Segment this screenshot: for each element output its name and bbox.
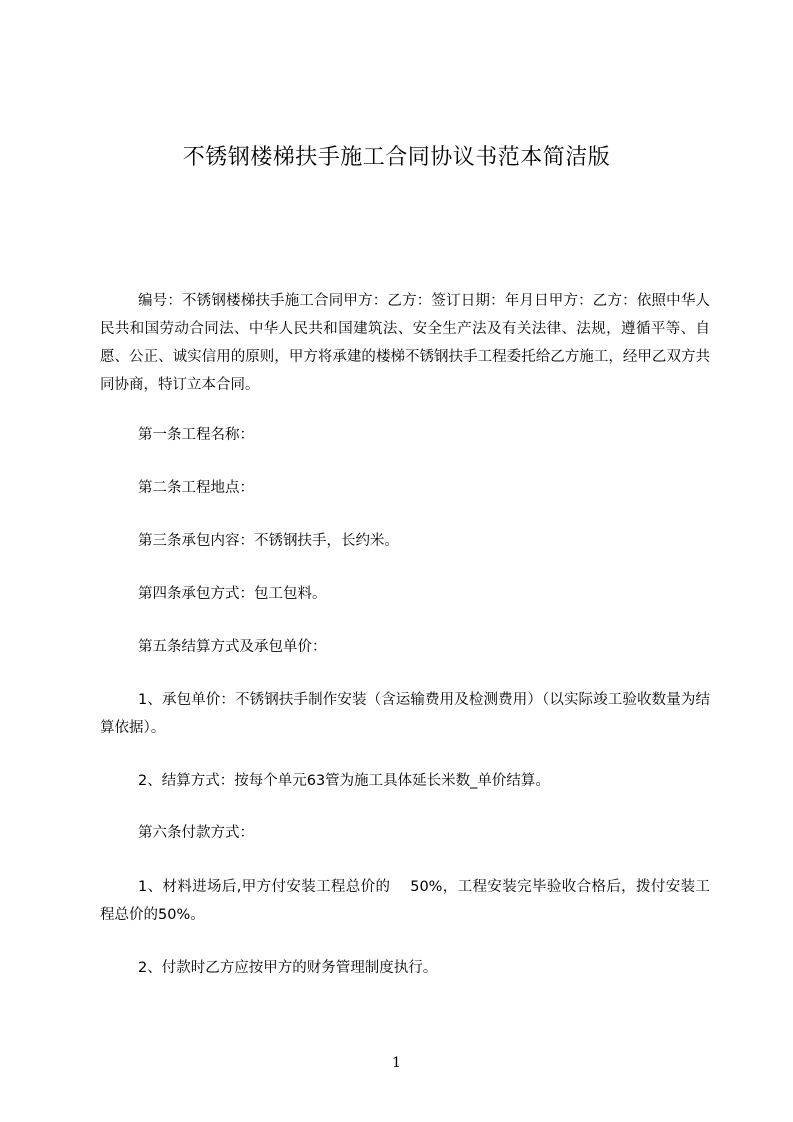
- article-6-payment-heading: 第六条付款方式：: [138, 825, 254, 841]
- page-number: 1: [392, 1055, 401, 1071]
- article-6-item-1: 1、材料进场后,甲方付安装工程总价的 50%，工程安装完毕验收合格后，拨付安装工程总价的50%。: [100, 879, 710, 923]
- article-5-item-2: 2、结算方式：按每个单元63管为施工具体延长米数_单价结算。: [138, 773, 550, 789]
- article-1-project-name: 第一条工程名称：: [138, 427, 254, 443]
- article-5-item-1: 1、承包单价：不锈钢扶手制作安装（含运输费用及检测费用）（以实际竣工验收数量为结算依据）。: [100, 692, 710, 736]
- intro-paragraph: 编号：不锈钢楼梯扶手施工合同甲方：乙方：签订日期：年月日甲方：乙方：依照中华人民共和国劳动合同法、中华人民共和国建筑法、安全生产法及有关法律、法规，遵循平等、自愿、公正、诚实信用的原则，甲方将承建的楼梯不锈钢扶手工程委托给乙方施工，经甲乙双方共同协商，特订立本合同。: [100, 293, 710, 393]
- article-3-contract-content: 第三条承包内容：不锈钢扶手，长约米。: [138, 533, 399, 549]
- article-4-contract-method: 第四条承包方式：包工包料。: [138, 586, 327, 602]
- article-5-settlement-heading: 第五条结算方式及承包单价：: [138, 639, 327, 655]
- article-2-project-location: 第二条工程地点：: [138, 480, 254, 496]
- document-title: 不锈钢楼梯扶手施工合同协议书范本简洁版: [182, 145, 611, 170]
- article-6-item-2: 2、付款时乙方应按甲方的财务管理制度执行。: [138, 960, 438, 976]
